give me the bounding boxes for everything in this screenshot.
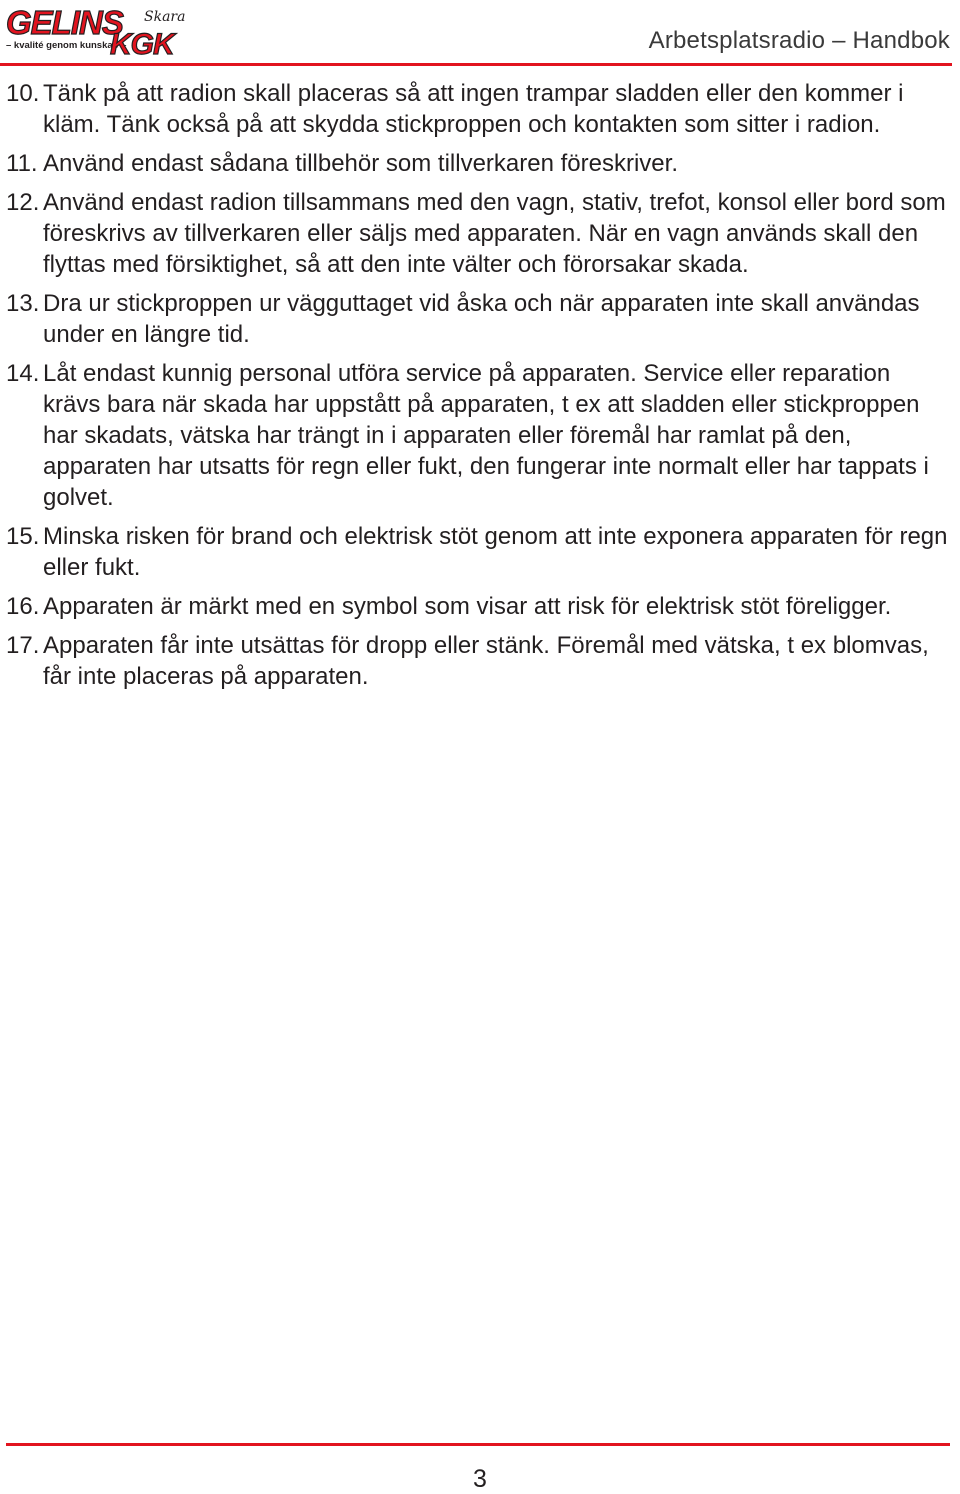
list-item [6,630,950,692]
footer-rule [6,1443,950,1446]
item-number: 14. [6,359,40,387]
list-item [6,148,950,179]
list-item [6,78,950,140]
list-item [6,288,950,350]
item-text: Apparaten är märkt med en symbol som visar att risk för elektrisk stöt föreligger. [43,593,892,621]
svg-text:– kvalité genom kunskap –: – kvalité genom kunskap – [6,40,127,51]
safety-instructions-list [6,78,950,692]
item-text: Tänk på att radion skall placeras så att ingen trampar sladden eller den kommer i kläm. Tänk också på att skydda stickproppen och kontakten som sitter i radion. [43,80,904,139]
item-text: Dra ur stickproppen ur vägguttaget vid åska och när apparaten inte skall användas under en längre tid. [43,289,920,348]
list-item [6,591,950,622]
item-number: 17. [6,631,40,659]
item-number: 15. [6,523,40,551]
item-text: Apparaten får inte utsättas för dropp eller stänk. Föremål med vätska, t ex blomvas, får inte placeras på apparaten. [43,631,929,690]
company-logo [4,4,190,60]
item-text: Minska risken för brand och elektrisk stöt genom att inte exponera apparaten för regn eller fukt. [43,523,948,582]
item-number: 13. [6,289,40,317]
item-text: Låt endast kunnig personal utföra service på apparaten. Service eller reparation krävs bara när skada har uppstått på apparaten, t ex att sladden eller stickproppen har skadats, vätska har trängt in i apparaten eller föremål har ramlat på den, apparaten har utsatts för regn eller fukt, den fungerar inte normalt eller har tappats i golvet. [43,359,929,512]
item-text: Använd endast radion tillsammans med den vagn, stativ, trefot, konsol eller bord som föreskrivs av tillverkaren eller säljs med apparaten. När en vagn används skall den flyttas med försiktighet, så att den inte välter och förorsakar skada. [43,188,946,279]
item-number: 11. [6,149,38,177]
page-header [0,0,960,70]
item-number: 10. [6,80,40,107]
page-number: 3 [473,1465,487,1493]
item-number: 16. [6,593,40,621]
header-rule [0,63,952,66]
list-item [6,521,950,583]
item-number: 12. [6,188,40,216]
list-item [6,187,950,281]
main-content [6,78,950,700]
svg-text:KGK: KGK [110,28,174,60]
item-text: Använd endast sådana tillbehör som tillverkaren föreskriver. [43,149,678,177]
list-item [6,358,950,514]
svg-text:GELINS: GELINS [6,4,123,41]
document-title: Arbetsplatsradio – Handbok [648,27,950,54]
svg-text:Skara: Skara [144,9,186,25]
